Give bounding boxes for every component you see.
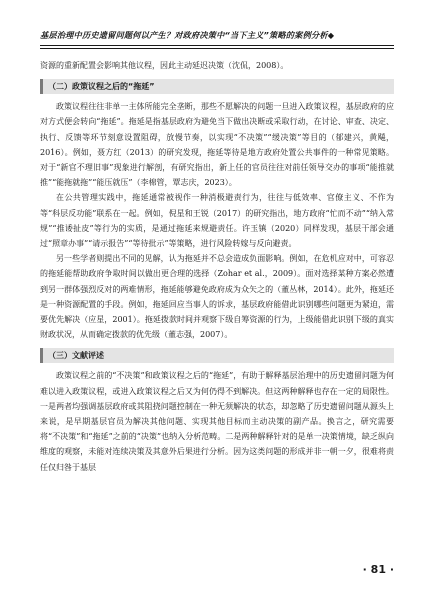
page-number: · 81 · (362, 563, 394, 576)
header-rule-thick (40, 45, 394, 46)
running-header: 基层治理中历史遗留问题何以产生？对政府决策中“当下主义”策略的案例分析◆ (40, 30, 335, 40)
section-heading-2: （二）政策议程之后的“拖延” (40, 79, 394, 94)
paragraph: 政策议程之前的“不决策”和政策议程之后的“拖延”，有助于解释基层治理中的历史遗留问题为何难以进入政策议程，或进入政策议程之后又为何仍得不到解决。但这两种解释也存在一定的局限性。一是两者均强调基层政府或其阻挠问题控制在一种无须解决的状态，却忽略了历史遗留问题从源头上来说，是早期基层官员为解决其他问题、实现其他目标而主动决策的副产品。换言之，研究需要将“不决策”和“拖延”之前的“决策”也纳入分析范畴。二是两种解释针对的是单一决策情境，缺乏纵向维度的观察，未能对连续决策及其意外后果进行分析。因为这类问题的形成并非一朝一夕，很难将责任仅归咎于基层 (40, 371, 394, 472)
section-heading-3: （三）文献评述 (40, 348, 394, 363)
paragraph-continued: 资源的重新配置会影响其他议程，因此主动延迟决策（沈侃，2008）。 (40, 61, 289, 70)
article-body (40, 58, 394, 475)
header-rule-thin (40, 48, 394, 49)
paragraph: 政策议程往往非单一主体所能完全垄断，那些不愿解决的问题一旦进入政策议程，基层政府的应对方式便会转向“拖延”。拖延是指基层政府为避免当下做出决断或采取行动，在讨论、审查、决定、执行、反馈等环节刻意设置阻碍，放慢节奏，以实现“不决策”“缓决策”等目的（郁建兴，黄飚，2016）。例如，聂方红（2013）的研究发现，拖延等待是地方政府处置公共事件的一种常见策略。对于“新官不理旧事”现象进行解剖，有研究指出，新上任的官员往往对前任领导交办的事项“能推就推”“能拖就拖”“能压就压”（李棉管，覃志庆，2023）。 (40, 102, 394, 188)
paragraph: 另一些学者则提出不同的见解，认为拖延并不总会造成负面影响。例如，在危机应对中，可容忍的拖延能帮助政府争取时间以做出更合理的选择（Zohar et al.，2009）。面对选择某种方案必然遭到另一群体强烈反对的两难情形，拖延能够避免政府成为众矢之的（董丛林，2014）。此外，拖延还是一种资源配置的手段。例如，拖延回应当事人的诉求，基层政府能借此识别哪些问题更为紧迫，需要优先解决（应星，2001）。拖延拨款时间并观察下级自筹资源的行为，上级能借此识别下级的真实财政状况，从而确定拨款的优先级（董志强，2007）。 (40, 254, 394, 340)
paragraph: 在公共管理实践中，拖延通常被视作一种消极避责行为，往往与低效率、官僚主义、不作为等“科层反功能”联系在一起。例如，倪星和王锐（2017）的研究指出，地方政府“忙而不动”“纳入常规”“推诿扯皮”等行为的实质，是通过拖延来规避责任。许玉镇（2020）同样发现，基层干部会通过“照章办事”“请示报告”“等待批示”等策略，进行风险转嫁与反向避责。 (40, 193, 394, 249)
